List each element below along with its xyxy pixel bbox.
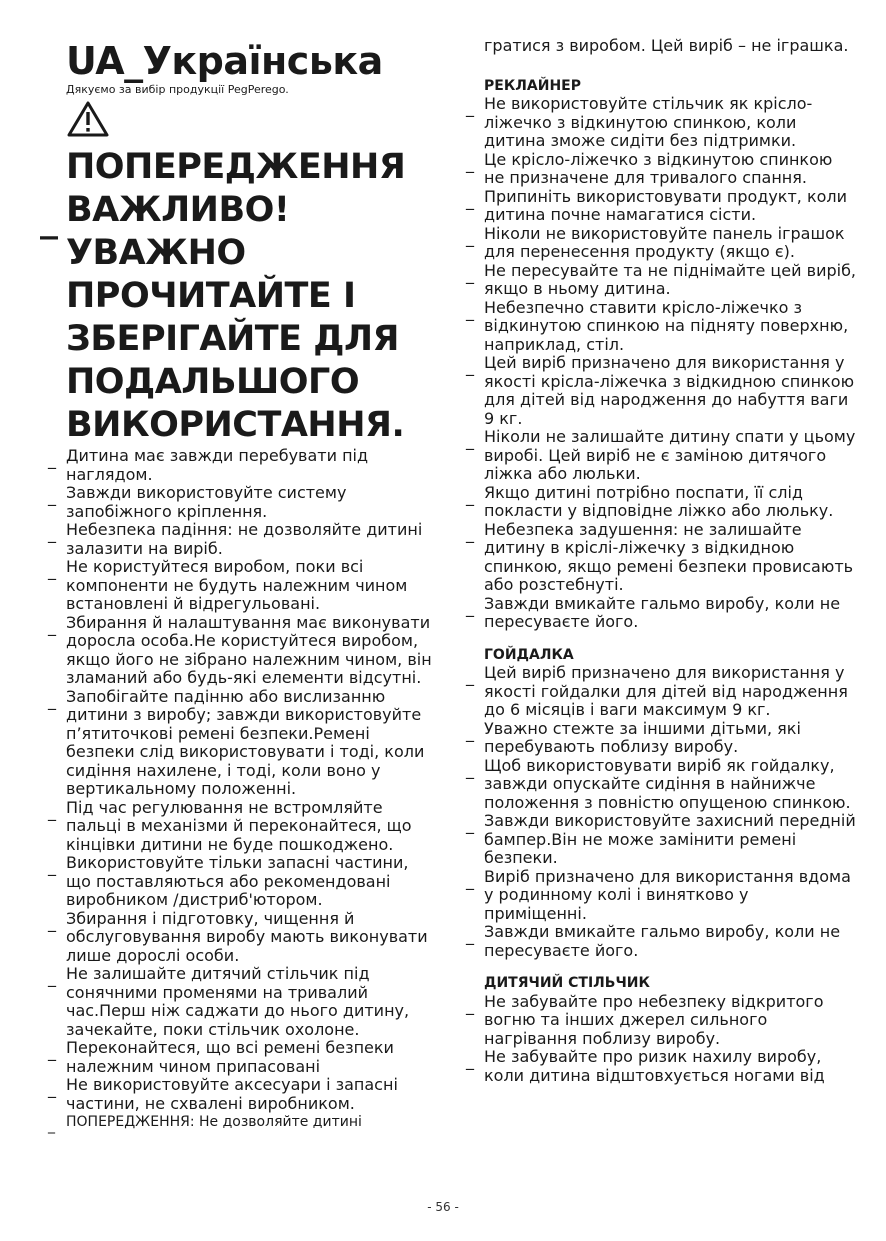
- list-item: [466, 923, 856, 960]
- bullet-dash: _: [466, 264, 474, 284]
- bullet-dash: _: [48, 1042, 56, 1061]
- section-heading: РЕКЛАЙНЕР: [484, 77, 581, 94]
- list-item-text: Запобігайте падінню або вислизанню дитини з виробу; завжди використовуйте п’ятиточкові ремені безпеки.Ремені безпеки слід використовувати і тоді, коли сидіння нахилене, і тоді, коли воно у вертикальному положенні.: [66, 686, 425, 798]
- bullet-dash: _: [466, 431, 474, 450]
- list-item: [466, 664, 856, 720]
- list-item: [48, 688, 436, 799]
- bullet-dash: _: [48, 912, 56, 932]
- list-item-text: Не використовуйте аксесуари і запасні частини, не схвалені виробником.: [66, 1075, 398, 1113]
- section-spacer: [466, 632, 856, 646]
- list-item: [48, 1076, 436, 1113]
- bullet-dash: _: [466, 667, 474, 686]
- page-title: UA_Українська: [66, 39, 383, 83]
- list-item: [466, 993, 856, 1049]
- continuation-text: гратися з виробом. Цей виріб – не іграшка.: [484, 36, 849, 55]
- list-item: [466, 484, 856, 521]
- list-item-text: Завжди використовуйте систему запобіжного кріплення.: [66, 483, 347, 521]
- list-item-text: Це крісло-ліжечко з відкинутою спинкою не призначене для тривалого спання.: [484, 149, 833, 187]
- list-item-text: Дитина має завжди перебувати під наглядом.: [66, 446, 369, 484]
- list-item-text: Якщо дитині потрібно поспати, її слід покласти у відповідне ліжко або люльку.: [484, 482, 834, 520]
- left-column: [48, 447, 436, 1132]
- list-item: [466, 812, 856, 868]
- page-number: - 56 -: [427, 1200, 459, 1214]
- bullet-dash: _: [466, 759, 474, 779]
- list-item: [48, 910, 436, 966]
- list-item: [466, 151, 856, 188]
- list-item: [48, 1113, 436, 1132]
- list-item-text: Не забувайте про ризик нахилу виробу, коли дитина відштовхується ногами від: [484, 1047, 825, 1085]
- list-item-text: Не забувайте про небезпеку відкритого вогню та інших джерел сильного нагрівання поблизу виробу.: [484, 991, 824, 1048]
- list-item-text: Щоб використовувати виріб як гойдалку, завжди опускайте сидіння в найнижче положення з повністю опущеною спинкою.: [484, 755, 851, 812]
- list-item-text: Під час регулювання не встромляйте пальці в механізми й переконайтеся, що кінцівки дитини не буде пошкоджено.: [66, 797, 412, 854]
- bullet-dash: _: [466, 722, 474, 742]
- bullet-dash: _: [466, 153, 474, 173]
- section-heading: ГОЙДАЛКА: [484, 646, 574, 663]
- list-item: [466, 188, 856, 225]
- list-item-text: Не пересувайте та не піднімайте цей виріб, якщо в ньому дитина.: [484, 260, 857, 298]
- bullet-dash: _: [466, 597, 474, 617]
- list-item: [48, 447, 436, 484]
- list-item: [466, 428, 856, 484]
- list-item-text: Збирання й налаштування має виконувати доросла особа.Не користуйтеся виробом, якщо його не зібрано належним чином, він зламаний або будь-які елементи відсутні.: [66, 612, 432, 687]
- list-item-text: Цей виріб призначено для використання у якості крісла-ліжечка з відкидною спинкою для дітей від народження до набуття ваги 9 кг.: [484, 353, 855, 428]
- list-item: [466, 299, 856, 355]
- list-item: [48, 558, 436, 614]
- list-item-text: Не залишайте дитячий стільчик під сонячними променями на тривалий час.Перш ніж саджати до нього дитину, зачекайте, поки стільчик охолоне.: [66, 964, 410, 1039]
- list-item-text: Небезпека задушення: не залишайте дитину в кріслі-ліжечку з відкидною спинкою, якщо ремені безпеки провисають або розстебнуті.: [484, 519, 854, 594]
- list-item: [48, 484, 436, 521]
- list-item: [48, 799, 436, 855]
- section-spacer: [466, 960, 856, 974]
- list-item: [48, 1039, 436, 1076]
- list-item-text: ПОПЕРЕДЖЕННЯ: Не дозволяйте дитині: [66, 1114, 362, 1130]
- warning-triangle-icon: [66, 100, 110, 138]
- bullet-dash: _: [48, 1079, 56, 1098]
- list-item-text: Уважно стежте за іншими дітьми, які перебувають поблизу виробу.: [484, 718, 801, 756]
- bullet-dash: _: [48, 801, 56, 821]
- warning-dash: _: [40, 199, 58, 240]
- bullet-dash: _: [466, 190, 474, 210]
- bullet-dash: _: [48, 1118, 55, 1134]
- list-item-text: Небезпечно ставити крісло-ліжечко з відкинутою спинкою на підняту поверхню, наприклад, стіл.: [484, 297, 849, 354]
- list-item-text: Не користуйтеся виробом, поки всі компоненти не будуть належним чином встановлені й відрегульовані.: [66, 557, 408, 613]
- bullet-dash: _: [466, 870, 474, 890]
- list-item: [466, 720, 856, 757]
- list-item-text: Ніколи не залишайте дитину спати у цьому виробі. Цей виріб не є заміною дитячого ліжка або люльки.: [484, 427, 856, 483]
- list-item-text: Завжди вмикайте гальмо виробу, коли не пересуваєте його.: [484, 593, 841, 631]
- list-item-text: Припиніть використовувати продукт, коли дитина почне намагатися сісти.: [484, 186, 848, 224]
- bullet-dash: _: [466, 357, 474, 376]
- thanks-note: Дякуємо за вибір продукції PegPerego.: [66, 83, 289, 96]
- warning-heading: ПОПЕРЕДЖЕННЯ ВАЖЛИВО! УВАЖНО ПРОЧИТАЙТЕ І ЗБЕРІГАЙТЕ ДЛЯ ПОДАЛЬШОГО ВИКОРИСТАННЯ.: [66, 147, 406, 445]
- bullet-dash: _: [466, 227, 474, 247]
- list-item-text: Цей виріб призначено для використання у якості гойдалки для дітей від народження до 6 місяців і ваги максимум 9 кг.: [484, 663, 848, 719]
- bullet-dash: _: [48, 857, 56, 876]
- list-item-text: Завжди використовуйте захисний передній бампер.Він не може замінити ремені безпеки.: [484, 811, 856, 867]
- list-item: [466, 1048, 856, 1085]
- bullet-dash: _: [48, 690, 56, 710]
- bullet-dash: _: [466, 815, 474, 834]
- bullet-dash: _: [48, 616, 56, 636]
- list-item-text: Ніколи не використовуйте панель іграшок для перенесення продукту (якщо є).: [484, 223, 845, 261]
- bullet-dash: _: [48, 450, 56, 469]
- list-item: [466, 225, 856, 262]
- list-item: [48, 614, 436, 688]
- list-item: [466, 595, 856, 632]
- bullet-dash: _: [466, 926, 474, 945]
- list-item: [466, 757, 856, 813]
- list-item: [48, 521, 436, 558]
- bullet-dash: _: [48, 524, 56, 543]
- bullet-dash: _: [466, 1051, 474, 1070]
- list-item-text: Завжди вмикайте гальмо виробу, коли не пересуваєте його.: [484, 922, 841, 960]
- list-item: [48, 854, 436, 910]
- bullet-dash: _: [48, 968, 56, 987]
- bullet-dash: _: [466, 486, 474, 506]
- list-item: [466, 868, 856, 924]
- list-item: [466, 262, 856, 299]
- list-item-text: Переконайтеся, що всі ремені безпеки належним чином припасовані: [66, 1038, 394, 1076]
- bullet-dash: _: [466, 995, 474, 1015]
- list-item-text: Виріб призначено для використання вдома у родинному колі і винятково у приміщенні.: [484, 866, 851, 923]
- list-item: [466, 521, 856, 595]
- bullet-dash: _: [466, 301, 474, 321]
- list-item-text: Збирання і підготовку, чищення й обслуговування виробу мають виконувати лише дорослі особи.: [66, 908, 428, 965]
- list-item: [48, 965, 436, 1039]
- list-item-text: Небезпека падіння: не дозволяйте дитині залазити на виріб.: [66, 520, 423, 558]
- bullet-dash: _: [48, 561, 56, 580]
- list-item: [466, 95, 856, 151]
- list-item-text: Не використовуйте стільчик як крісло-ліжечко з відкинутою спинкою, коли дитина зможе сидіти без підтримки.: [484, 94, 813, 150]
- bullet-dash: _: [466, 523, 474, 543]
- right-column: [466, 37, 856, 1085]
- bullet-dash: _: [466, 98, 474, 117]
- list-item-text: Використовуйте тільки запасні частини, що поставляються або рекомендовані виробником /дистриб'ютором.: [66, 853, 409, 909]
- list-item: [466, 354, 856, 428]
- section-heading: ДИТЯЧИЙ СТІЛЬЧИК: [484, 975, 650, 991]
- bullet-dash: _: [48, 487, 56, 506]
